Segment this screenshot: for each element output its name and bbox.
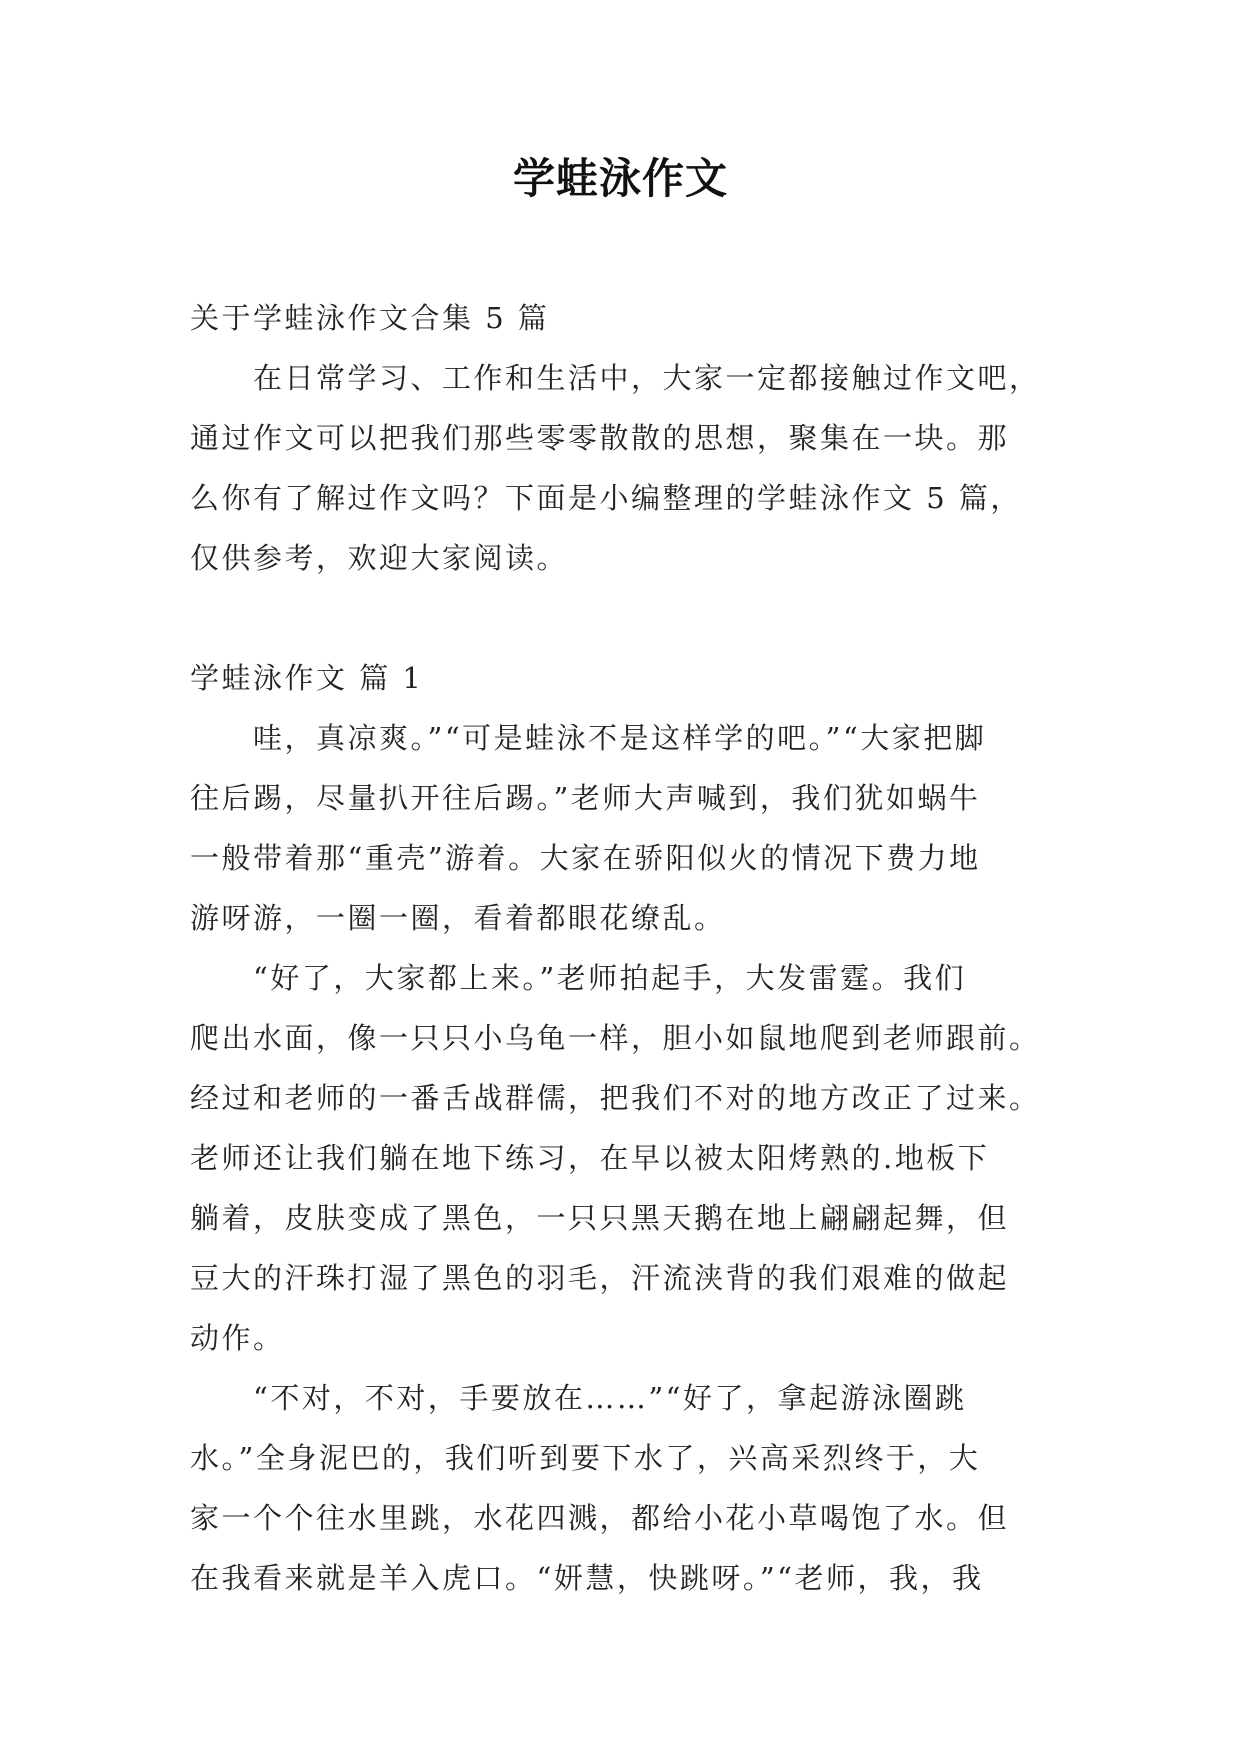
intro-heading: 关于学蛙泳作文合集 5 篇: [190, 301, 550, 335]
intro-line: 通过作文可以把我们那些零零散散的思想，聚集在一块。那: [190, 421, 1010, 455]
section-heading: 学蛙泳作文 篇 1: [190, 661, 424, 695]
intro-line: 仅供参考，欢迎大家阅读。: [190, 541, 569, 575]
section-line: 爬出水面，像一只只小乌龟一样，胆小如鼠地爬到老师跟前。: [190, 1021, 1041, 1055]
section-line: “好了，大家都上来。”老师拍起手，大发雷霆。我们: [190, 961, 967, 995]
section-line: 老师还让我们躺在地下练习，在早以被太阳烤熟的.地板下: [190, 1141, 990, 1175]
section-line: 一般带着那“重壳”游着。大家在骄阳似火的情况下费力地: [190, 841, 981, 875]
intro-line: 在日常学习、工作和生活中，大家一定都接触过作文吧，: [190, 361, 1041, 395]
section-line: 水。”全身泥巴的，我们听到要下水了，兴高采烈终于，大: [190, 1441, 981, 1475]
document-body: [190, 288, 1050, 1608]
section-line: 家一个个往水里跳，水花四溅，都给小花小草喝饱了水。但: [190, 1501, 1010, 1535]
section-line: 经过和老师的一番舌战群儒，把我们不对的地方改正了过来。: [190, 1081, 1041, 1115]
intro-line: 么你有了解过作文吗？下面是小编整理的学蛙泳作文 5 篇，: [190, 481, 1022, 515]
document-title: 学蛙泳作文: [512, 154, 728, 203]
section-line: 动作。: [190, 1321, 285, 1355]
section-line: 在我看来就是羊入虎口。“妍慧，快跳呀。”“老师，我，我: [190, 1561, 984, 1595]
section-line: 哇，真凉爽。”“可是蛙泳不是这样学的吧。”“大家把脚: [190, 721, 987, 755]
section-line: 豆大的汗珠打湿了黑色的羽毛，汗流浃背的我们艰难的做起: [190, 1261, 1010, 1295]
section-spacer: [190, 588, 1050, 648]
section-line: 躺着，皮肤变成了黑色，一只只黑天鹅在地上翩翩起舞，但: [190, 1201, 1010, 1235]
section-line: “不对，不对，手要放在……”“好了，拿起游泳圈跳: [190, 1381, 967, 1415]
section-line: 往后踢，尽量扒开往后踢。”老师大声喊到，我们犹如蜗牛: [190, 781, 981, 815]
section-line: 游呀游，一圈一圈，看着都眼花缭乱。: [190, 901, 726, 935]
